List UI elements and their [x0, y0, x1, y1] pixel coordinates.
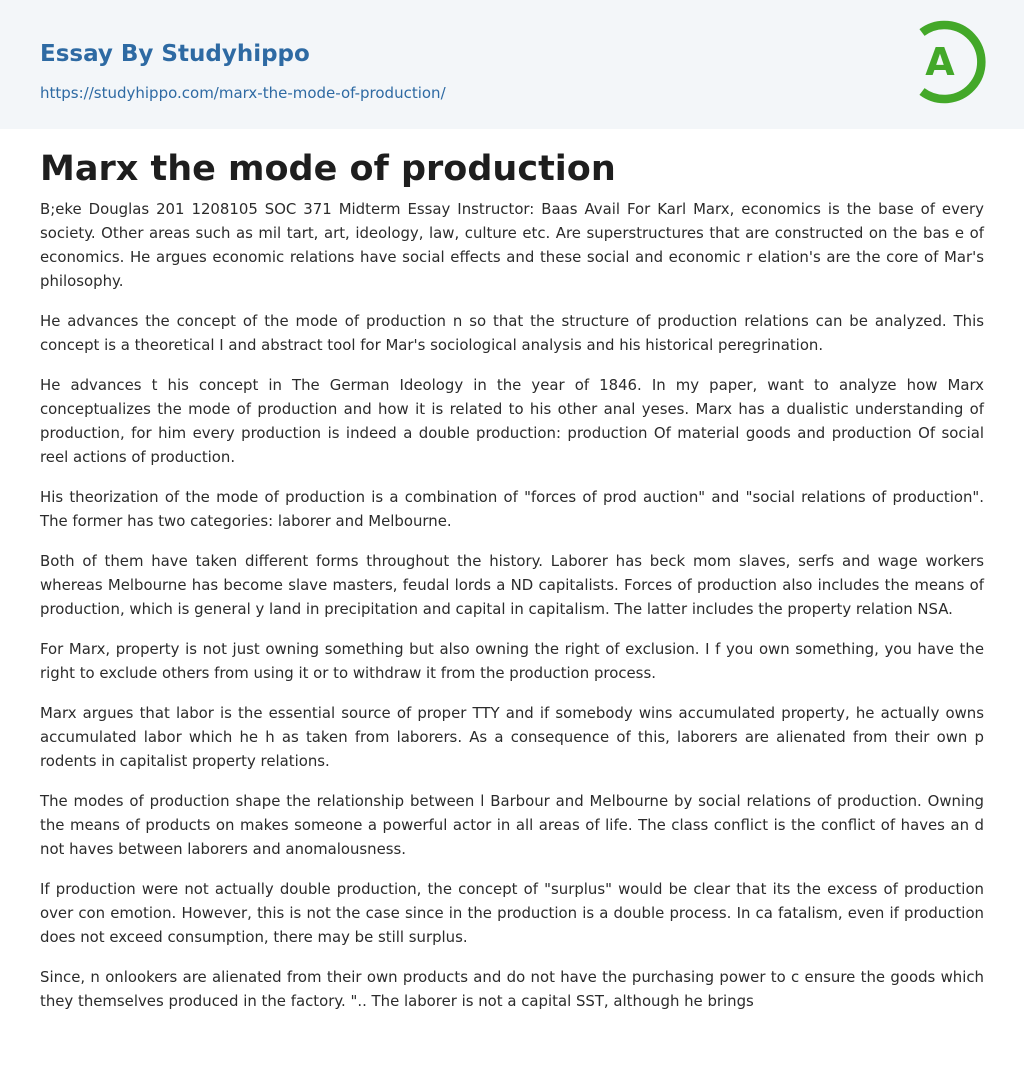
paragraph: If production were not actually double production, the concept of "surplus" would be clear that its the excess of production over con emotion. However, this is not the case since in the production is a double process. In ca fatalism, even if production does not exceed consumption, there may be still surplus. — [40, 880, 984, 946]
paragraph: Since, n onlookers are alienated from their own products and do not have the purchasing power to c ensure the goods which they themselves produced in the factory. ".. The laborer is not a capital SST, although he brings — [40, 968, 984, 1010]
brand-title[interactable]: Essay By Studyhippo — [40, 41, 310, 67]
paragraph: Marx argues that labor is the essential source of proper TTY and if somebody wins accumulated property, he actually owns accumulated labor which he h as taken from laborers. As a consequence of this, laborers are alienated from their own p rodents in capitalist property relations. — [40, 704, 984, 770]
paragraph: For Marx, property is not just owning something but also owning the right of exclusion. I f you own something, you have the right to exclude others from using it or to withdraw it from the production process. — [40, 640, 984, 682]
article — [0, 147, 1024, 1013]
page-title: Marx the mode of production — [40, 149, 616, 189]
paragraph: He advances t his concept in The German Ideology in the year of 1846. In my paper, want to analyze how Marx conceptualizes the mode of production and how it is related to his other anal yeses. Marx has a dualistic understanding of production, for him every production is indeed a double production: production Of material goods and production Of social reel actions of production. — [40, 376, 984, 466]
paragraph: His theorization of the mode of production is a combination of "forces of prod auction" and "social relations of production". The former has two categories: laborer and Melbourne. — [40, 488, 984, 530]
paragraph: Both of them have taken different forms throughout the history. Laborer has beck mom slaves, serfs and wage workers whereas Melbourne has become slave masters, feudal lords a ND capitalists. Forces of production also includes the means of production, which is general y land in precipitation and capital in capitalism. The latter includes the property relation NSA. — [40, 552, 984, 618]
paragraph: The modes of production shape the relationship between l Barbour and Melbourne by social relations of production. Owning the means of products on makes someone a powerful actor in all areas of life. The class conflict is the conflict of haves an d not haves between laborers and anomalousness. — [40, 792, 984, 858]
logo-letter: A — [925, 40, 955, 84]
studyhippo-logo-icon[interactable] — [912, 19, 986, 105]
site-header — [0, 0, 1024, 129]
paragraph: B;eke Douglas 201 1208105 SOC 371 Midterm Essay Instructor: Baas Avail For Karl Marx, economics is the base of every society. Other areas such as mil tart, art, ideology, law, culture etc. Are superstructures that are constructed on the bas e of economics. He argues economic relations have social effects and these social and economic r elation's are the core of Mar's philosophy. — [40, 200, 984, 290]
paragraph: He advances the concept of the mode of production n so that the structure of production relations can be analyzed. This concept is a theoretical I and abstract tool for Mar's sociological analysis and his historical peregrination. — [40, 312, 984, 354]
essay-url-link[interactable]: https://studyhippo.com/marx-the-mode-of-production/ — [40, 84, 446, 102]
